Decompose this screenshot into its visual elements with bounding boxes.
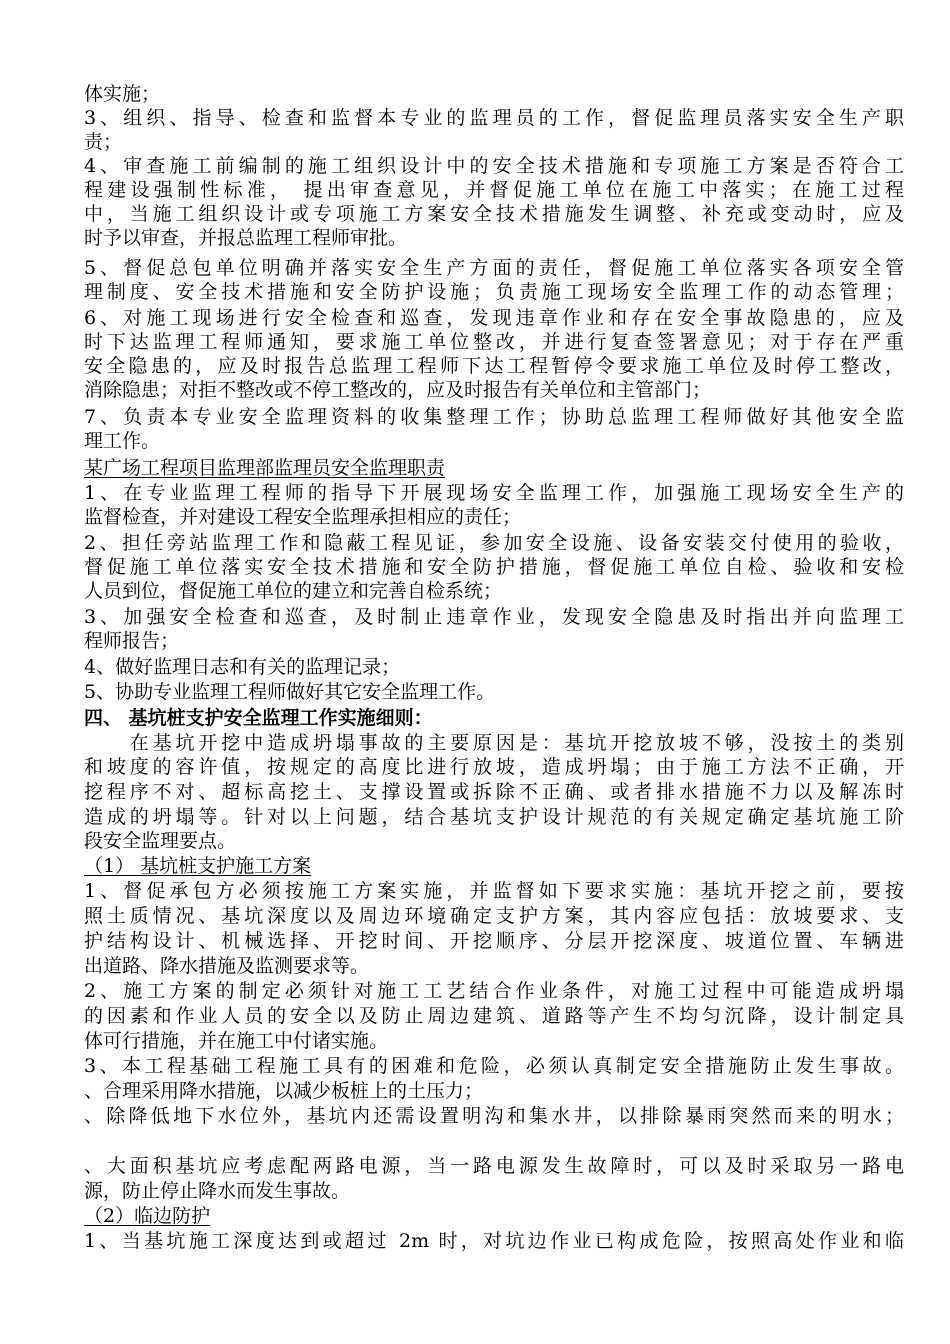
text-line: 程建设强制性标准， 提出审查意见，并督促施工单位在施工中落实；在施工过程 <box>84 179 904 201</box>
section-title: 某广场工程项目监理部监理员安全监理职责 <box>84 457 446 479</box>
text-line: 消除隐患；对拒不整改或不停工整改的，应及时报告有关单位和主管部门； <box>84 379 712 401</box>
text-line: 时下达监理工程师通知，要求施工单位整改，并进行复查签署意见；对于存在严重 <box>84 331 904 353</box>
text-line: 4、做好监理日志和有关的监理记录； <box>84 656 401 678</box>
subsection-heading: （1） 基坑桩支护施工方案 <box>84 855 312 877</box>
text-line: 在基坑开挖中造成坍塌事故的主要原因是：基坑开挖放坡不够，没按土的类别 <box>84 732 904 754</box>
text-line: 责； <box>84 131 123 153</box>
text-line: 造成的坍塌等。针对以上问题，结合基坑支护设计规范的有关规定确定基坑施工阶 <box>84 806 904 828</box>
text-line: 挖程序不对、超标高挖土、支撑设置或拆除不正确、或者排水措施不力以及解冻时 <box>84 781 904 803</box>
text-line: 体实施； <box>84 83 161 105</box>
text-line: 监督检查，并对建设工程安全监理承担相应的责任； <box>84 506 522 528</box>
text-line: 2、担任旁站监理工作和隐蔽工程见证，参加安全设施、设备安装交付使用的验收， <box>84 532 904 554</box>
text-line: 4、审查施工前编制的施工组织设计中的安全技术措施和专项施工方案是否符合工 <box>84 155 904 177</box>
text-line: 源，防止停止降水而发生事故。 <box>84 1180 351 1202</box>
text-line: 体可行措施，并在施工中付诸实施。 <box>84 1030 389 1052</box>
text-line: 7、负责本专业安全监理资料的收集整理工作；协助总监理工程师做好其他安全监 <box>84 406 904 428</box>
text-line: 1、在专业监理工程师的指导下开展现场安全监理工作，加强施工现场安全生产的 <box>84 482 904 504</box>
text-line: 5、督促总包单位明确并落实安全生产方面的责任，督促施工单位落实各项安全管 <box>84 257 904 279</box>
subsection-heading: （2）临边防护 <box>84 1205 211 1227</box>
text-line: 2、施工方案的制定必须针对施工工艺结合作业条件，对施工过程中可能造成坍塌 <box>84 980 904 1002</box>
text-line: 3、本工程基础工程施工具有的困难和危险，必须认真制定安全措施防止发生事故。 <box>84 1055 904 1077</box>
text-line: 段安全监理要点。 <box>84 830 237 852</box>
text-line: 出道路、降水措施及监测要求等。 <box>84 955 370 977</box>
section-heading: 四、 基坑桩支护安全监理工作实施细则： <box>84 707 433 729</box>
text-line: 中，当施工组织设计或专项施工方案安全技术措施发生调整、补充或变动时，应及 <box>84 203 904 225</box>
text-line: 护结构设计、机械选择、开挖时间、开挖顺序、分层开挖深度、坡道位置、车辆进 <box>84 930 904 952</box>
text-line: 1、当基坑施工深度达到或超过 2m 时，对坑边作业已构成危险，按照高处作业和临 <box>84 1230 904 1252</box>
text-line: 人员到位，督促施工单位的建立和完善自检系统； <box>84 580 503 602</box>
text-line: 3、加强安全检查和巡查，及时制止违章作业，发现安全隐患及时指出并向监理工 <box>84 606 904 628</box>
text-line: 时予以审查，并报总监理工程师审批。 <box>84 227 408 249</box>
text-line: 1、督促承包方必须按施工方案实施，并监督如下要求实施：基坑开挖之前，要按 <box>84 880 904 902</box>
text-line: 理制度、安全技术措施和安全防护设施；负责施工现场安全监理工作的动态管理； <box>84 281 904 303</box>
text-line: 程师报告； <box>84 630 180 652</box>
text-line: 、合理采用降水措施，以减少板桩上的土压力； <box>84 1080 484 1102</box>
text-line: 照土质情况、基坑深度以及周边环境确定支护方案，其内容应包括：放坡要求、支 <box>84 905 904 927</box>
text-line: 6、对施工现场进行安全检查和巡查，发现违章作业和存在安全事故隐患的，应及 <box>84 307 904 329</box>
text-line: 、大面积基坑应考虑配两路电源，当一路电源发生故障时，可以及时采取另一路电 <box>84 1155 904 1177</box>
text-line: 和坡度的容许值，按规定的高度比进行放坡，造成坍塌；由于施工方法不正确，开 <box>84 756 904 778</box>
text-line: 督促施工单位落实安全技术措施和安全防护措施，督促施工单位自检、验收和安检 <box>84 556 904 578</box>
text-line: 3、组织、指导、检查和监督本专业的监理员的工作，督促监理员落实安全生产职 <box>84 107 904 129</box>
text-line: 的因素和作业人员的安全以及防止周边建筑、道路等产生不均匀沉降，设计制定具 <box>84 1005 904 1027</box>
text-line: 理工作。 <box>84 430 161 452</box>
text-line: 安全隐患的，应及时报告总监理工程师下达工程暂停令要求施工单位及时停工整改， <box>84 355 904 377</box>
text-line: 、除降低地下水位外，基坑内还需设置明沟和集水井，以排除暴雨突然而来的明水； <box>84 1105 904 1127</box>
text-line: 5、协助专业监理工程师做好其它安全监理工作。 <box>84 681 496 703</box>
